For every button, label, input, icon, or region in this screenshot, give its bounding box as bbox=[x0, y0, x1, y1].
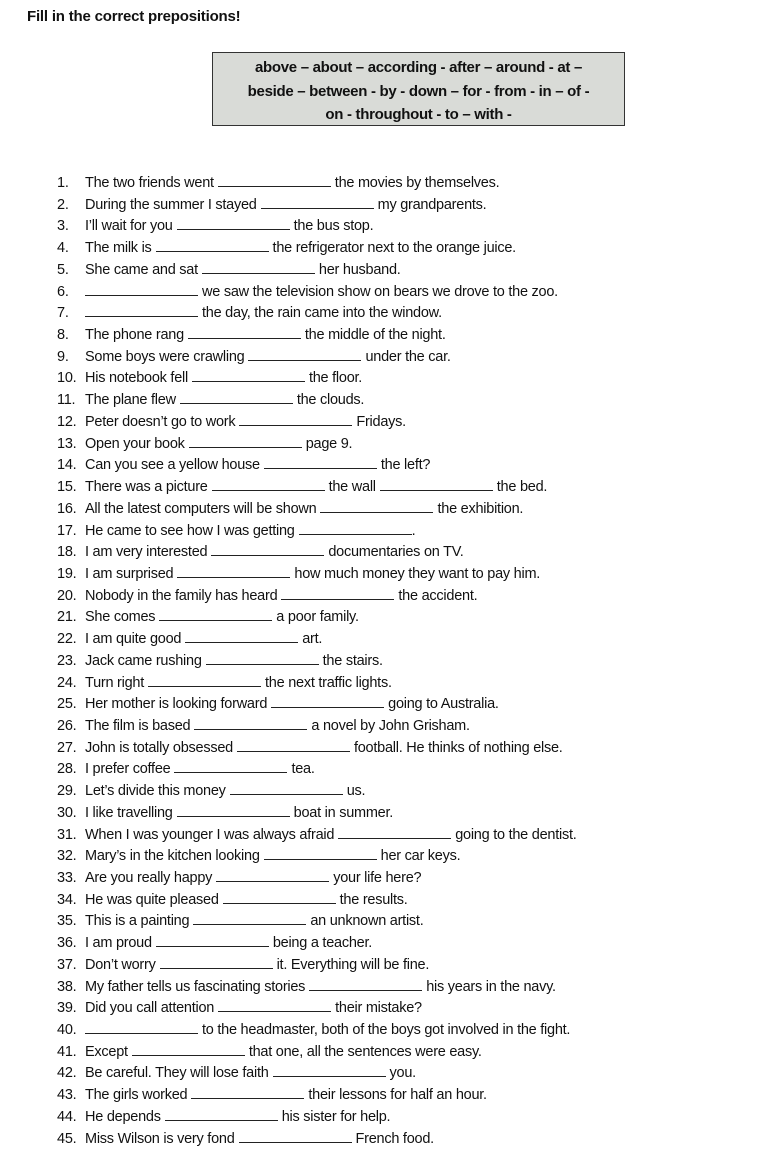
sentence-fragment: He depends bbox=[85, 1108, 161, 1125]
item-number: 10. bbox=[57, 370, 77, 387]
word-box bbox=[212, 52, 625, 126]
answer-blank[interactable] bbox=[261, 195, 374, 209]
answer-blank[interactable] bbox=[165, 1107, 278, 1121]
answer-blank[interactable] bbox=[237, 738, 350, 752]
item-text bbox=[85, 890, 408, 912]
item-number: 24. bbox=[57, 674, 77, 691]
item-text bbox=[85, 477, 547, 499]
sentence-fragment: the refrigerator next to the orange juice. bbox=[272, 240, 516, 257]
answer-blank[interactable] bbox=[85, 1020, 198, 1034]
sentence-fragment: under the car. bbox=[365, 348, 451, 365]
item-number: 27. bbox=[57, 739, 77, 756]
item-text bbox=[85, 825, 577, 847]
answer-blank[interactable] bbox=[185, 629, 298, 643]
answer-blank[interactable] bbox=[191, 1085, 304, 1099]
item-number: 28. bbox=[57, 761, 77, 778]
sentence-fragment: The milk is bbox=[85, 240, 152, 257]
answer-blank[interactable] bbox=[380, 477, 493, 491]
answer-blank[interactable] bbox=[156, 238, 269, 252]
item-text bbox=[85, 282, 558, 304]
item-number: 40. bbox=[57, 1022, 77, 1039]
item-number: 4. bbox=[57, 240, 69, 257]
answer-blank[interactable] bbox=[216, 868, 329, 882]
item-number: 26. bbox=[57, 717, 77, 734]
answer-blank[interactable] bbox=[299, 521, 412, 535]
answer-blank[interactable] bbox=[206, 651, 319, 665]
answer-blank[interactable] bbox=[211, 542, 324, 556]
answer-blank[interactable] bbox=[223, 890, 336, 904]
sentence-fragment: we saw the television show on bears we drove to the zoo. bbox=[202, 283, 558, 300]
item-text bbox=[85, 977, 556, 999]
sentence-fragment: their lessons for half an hour. bbox=[308, 1087, 487, 1104]
item-text bbox=[85, 1063, 416, 1085]
sentence-fragment: Fridays. bbox=[356, 413, 406, 430]
item-number: 1. bbox=[57, 175, 69, 191]
sentence-fragment: He came to see how I was getting bbox=[85, 522, 295, 539]
item-text bbox=[85, 716, 470, 738]
item-text bbox=[85, 846, 460, 868]
sentence-fragment: a novel by John Grisham. bbox=[311, 717, 470, 734]
sentence-fragment: Be careful. They will lose faith bbox=[85, 1065, 269, 1082]
item-text bbox=[85, 629, 322, 651]
sentence-fragment: John is totally obsessed bbox=[85, 739, 233, 756]
item-text bbox=[85, 781, 365, 803]
item-text bbox=[85, 868, 421, 890]
item-number: 32. bbox=[57, 848, 77, 865]
answer-blank[interactable] bbox=[239, 1129, 352, 1143]
item-number: 36. bbox=[57, 935, 77, 952]
answer-blank[interactable] bbox=[218, 173, 331, 187]
worksheet-title: Fill in the correct prepositions! bbox=[27, 8, 241, 25]
word-box-line: above – about – according - after – around - at – bbox=[254, 59, 583, 76]
answer-blank[interactable] bbox=[309, 977, 422, 991]
sentence-fragment: Miss Wilson is very fond bbox=[85, 1130, 235, 1147]
item-text bbox=[85, 216, 373, 238]
sentence-fragment: her husband. bbox=[318, 261, 401, 278]
item-number: 14. bbox=[57, 457, 77, 474]
item-number: 29. bbox=[57, 783, 77, 800]
item-text bbox=[85, 933, 372, 955]
item-number: 12. bbox=[57, 413, 77, 430]
sentence-fragment: their mistake? bbox=[335, 1000, 422, 1017]
item-text bbox=[85, 607, 359, 629]
sentence-fragment: the next traffic lights. bbox=[265, 674, 392, 691]
sentence-fragment: the results. bbox=[339, 891, 408, 908]
item-text bbox=[85, 412, 406, 434]
item-number: 15. bbox=[57, 479, 77, 496]
item-number: 16. bbox=[57, 500, 77, 517]
item-number: 33. bbox=[57, 870, 77, 886]
item-number: 8. bbox=[57, 327, 69, 344]
item-text bbox=[85, 738, 563, 760]
sentence-fragment: Nobody in the family has heard bbox=[85, 587, 278, 604]
answer-blank[interactable] bbox=[239, 412, 352, 426]
item-number: 35. bbox=[57, 913, 77, 930]
item-number: 42. bbox=[57, 1065, 77, 1082]
sentence-fragment: the clouds. bbox=[296, 392, 365, 409]
answer-blank[interactable] bbox=[160, 955, 273, 969]
item-text bbox=[85, 803, 393, 825]
answer-blank[interactable] bbox=[174, 759, 287, 773]
item-number: 6. bbox=[57, 283, 69, 300]
item-text bbox=[85, 303, 442, 325]
answer-blank[interactable] bbox=[177, 216, 290, 230]
item-number: 44. bbox=[57, 1108, 77, 1125]
item-text bbox=[85, 542, 464, 564]
word-box-line: on - throughout - to – with - bbox=[325, 106, 512, 123]
item-text bbox=[85, 455, 430, 477]
item-number: 31. bbox=[57, 826, 77, 843]
sentence-fragment: documentaries on TV. bbox=[328, 544, 464, 561]
answer-blank[interactable] bbox=[177, 564, 290, 578]
sentence-fragment: the movies by themselves. bbox=[334, 175, 500, 191]
item-number: 5. bbox=[57, 261, 69, 278]
word-box-line: beside – between - by - down – for - from - in – of - bbox=[247, 82, 590, 100]
item-text bbox=[85, 260, 401, 282]
sentence-fragment: The girls worked bbox=[85, 1087, 188, 1104]
sentence-fragment: When I was younger I was always afraid bbox=[85, 826, 335, 843]
item-text bbox=[85, 390, 364, 412]
item-text bbox=[85, 564, 540, 586]
sentence-fragment: The plane flew bbox=[85, 392, 176, 409]
sentence-fragment: going to Australia. bbox=[388, 696, 499, 713]
item-number: 17. bbox=[57, 522, 77, 539]
answer-blank[interactable] bbox=[156, 933, 269, 947]
item-text bbox=[85, 195, 486, 217]
sentence-fragment: His notebook fell bbox=[85, 370, 188, 387]
answer-blank[interactable] bbox=[230, 781, 343, 795]
sentence-fragment: the left? bbox=[380, 457, 431, 474]
sentence-fragment: I am quite good bbox=[85, 631, 182, 648]
sentence-fragment: All the latest computers will be shown bbox=[85, 500, 317, 517]
item-number: 39. bbox=[57, 1000, 77, 1017]
item-number: 21. bbox=[57, 609, 77, 626]
sentence-fragment: I like travelling bbox=[85, 804, 173, 821]
sentence-fragment: Did you call attention bbox=[85, 1000, 215, 1017]
answer-blank[interactable] bbox=[264, 846, 377, 860]
item-text bbox=[85, 1042, 482, 1064]
item-text bbox=[85, 759, 315, 781]
sentence-fragment: Some boys were crawling bbox=[85, 348, 245, 365]
sentence-fragment: I am proud bbox=[85, 935, 152, 952]
sentence-fragment: Are you really happy bbox=[85, 870, 213, 886]
sentence-fragment: us. bbox=[346, 783, 366, 800]
item-text bbox=[85, 1129, 434, 1151]
item-text bbox=[85, 1107, 390, 1129]
sentence-fragment: the accident. bbox=[398, 587, 478, 604]
item-text bbox=[85, 998, 422, 1020]
sentence-fragment: her car keys. bbox=[380, 848, 461, 865]
item-number: 3. bbox=[57, 218, 69, 235]
sentence-fragment: There was a picture bbox=[85, 479, 208, 496]
sentence-fragment: Jack came rushing bbox=[85, 652, 202, 669]
sentence-fragment: art. bbox=[302, 631, 323, 648]
sentence-fragment: how much money they want to pay him. bbox=[294, 565, 541, 582]
sentence-fragment: the exhibition. bbox=[437, 500, 524, 517]
sentence-fragment: page 9. bbox=[305, 435, 353, 452]
answer-blank[interactable] bbox=[132, 1042, 245, 1056]
sentence-fragment: The phone rang bbox=[85, 327, 184, 344]
sentence-fragment: Can you see a yellow house bbox=[85, 457, 260, 474]
item-number: 25. bbox=[57, 696, 77, 713]
item-text bbox=[85, 173, 499, 195]
sentence-fragment: being a teacher. bbox=[272, 935, 373, 952]
sentence-fragment: you. bbox=[389, 1065, 416, 1082]
sentence-fragment: the bus stop. bbox=[293, 218, 374, 235]
item-text bbox=[85, 694, 499, 716]
item-number: 9. bbox=[57, 348, 69, 365]
answer-blank[interactable] bbox=[192, 368, 305, 382]
sentence-fragment: Open your book bbox=[85, 435, 185, 452]
answer-blank[interactable] bbox=[273, 1063, 386, 1077]
item-number: 20. bbox=[57, 587, 77, 604]
item-text bbox=[85, 1085, 487, 1107]
sentence-fragment: his sister for help. bbox=[281, 1108, 391, 1125]
item-number: 41. bbox=[57, 1043, 77, 1060]
sentence-fragment: Don’t worry bbox=[85, 956, 156, 973]
item-number: 22. bbox=[57, 631, 77, 648]
sentence-fragment: Let’s divide this money bbox=[85, 783, 226, 800]
sentence-fragment: the bed. bbox=[496, 479, 548, 496]
sentence-fragment: the day, the rain came into the window. bbox=[202, 305, 442, 322]
sentence-fragment: Her mother is looking forward bbox=[85, 696, 268, 713]
item-number: 11. bbox=[57, 392, 76, 409]
item-number: 19. bbox=[57, 565, 77, 582]
item-text bbox=[85, 955, 429, 977]
answer-blank[interactable] bbox=[281, 586, 394, 600]
sentence-fragment: going to the dentist. bbox=[455, 826, 577, 843]
answer-blank[interactable] bbox=[271, 694, 384, 708]
answer-blank[interactable] bbox=[320, 499, 433, 513]
answer-blank[interactable] bbox=[85, 282, 198, 296]
answer-blank[interactable] bbox=[180, 390, 293, 404]
answer-blank[interactable] bbox=[188, 325, 301, 339]
item-number: 37. bbox=[57, 956, 77, 973]
sentence-fragment: The film is based bbox=[85, 717, 191, 734]
item-number: 38. bbox=[57, 978, 77, 995]
item-text bbox=[85, 325, 446, 347]
sentence-fragment: French food. bbox=[355, 1130, 434, 1147]
item-number: 18. bbox=[57, 544, 77, 561]
sentence-fragment: boat in summer. bbox=[293, 804, 394, 821]
sentence-fragment: to the headmaster, both of the boys got involved in the fight. bbox=[202, 1022, 571, 1039]
sentence-fragment: I am very interested bbox=[85, 544, 208, 561]
answer-blank[interactable] bbox=[218, 998, 331, 1012]
sentence-fragment: She comes bbox=[85, 609, 156, 626]
sentence-fragment: This is a painting bbox=[85, 913, 190, 930]
item-text bbox=[85, 368, 362, 390]
answer-blank[interactable] bbox=[189, 434, 302, 448]
item-text bbox=[85, 434, 352, 456]
sentence-fragment: your life here? bbox=[333, 870, 422, 886]
sentence-fragment: his years in the navy. bbox=[426, 978, 556, 995]
answer-blank[interactable] bbox=[212, 477, 325, 491]
sentence-fragment: the floor. bbox=[308, 370, 363, 387]
sentence-fragment: the stairs. bbox=[322, 652, 383, 669]
answer-blank[interactable] bbox=[202, 260, 315, 274]
item-number: 43. bbox=[57, 1087, 77, 1104]
item-text bbox=[85, 1020, 570, 1042]
sentence-fragment: that one, all the sentences were easy. bbox=[248, 1043, 482, 1060]
answer-blank[interactable] bbox=[159, 607, 272, 621]
sentence-fragment: my grandparents. bbox=[377, 196, 487, 213]
answer-blank[interactable] bbox=[148, 673, 261, 687]
item-text bbox=[85, 586, 477, 608]
item-number: 23. bbox=[57, 652, 77, 669]
sentence-fragment: During the summer I stayed bbox=[85, 196, 257, 213]
item-number: 7. bbox=[57, 305, 69, 322]
item-text bbox=[85, 521, 415, 543]
sentence-fragment: the wall bbox=[328, 479, 376, 496]
item-text bbox=[85, 673, 392, 695]
item-text bbox=[85, 911, 424, 933]
item-number: 34. bbox=[57, 891, 77, 908]
sentence-fragment: a poor family. bbox=[276, 609, 359, 626]
sentence-fragment: Mary’s in the kitchen looking bbox=[85, 848, 260, 865]
item-number: 2. bbox=[57, 196, 69, 213]
item-text bbox=[85, 499, 523, 521]
answer-blank[interactable] bbox=[248, 347, 361, 361]
item-number: 45. bbox=[57, 1130, 77, 1147]
sentence-fragment: Except bbox=[85, 1043, 128, 1060]
sentence-fragment: Peter doesn’t go to work bbox=[85, 413, 236, 430]
sentence-fragment: The two friends went bbox=[85, 175, 214, 191]
item-text bbox=[85, 651, 383, 673]
item-text bbox=[85, 238, 516, 260]
sentence-fragment: Turn right bbox=[85, 674, 145, 691]
answer-blank[interactable] bbox=[194, 716, 307, 730]
sentence-fragment: an unknown artist. bbox=[310, 913, 424, 930]
sentence-fragment: it. Everything will be fine. bbox=[276, 956, 430, 973]
item-number: 13. bbox=[57, 435, 77, 452]
answer-blank[interactable] bbox=[85, 303, 198, 317]
sentence-fragment: tea. bbox=[291, 761, 315, 778]
item-text bbox=[85, 347, 451, 369]
answer-blank[interactable] bbox=[264, 455, 377, 469]
sentence-fragment: He was quite pleased bbox=[85, 891, 219, 908]
sentence-fragment: My father tells us fascinating stories bbox=[85, 978, 306, 995]
sentence-fragment: I am surprised bbox=[85, 565, 174, 582]
sentence-fragment: . bbox=[411, 522, 416, 539]
answer-blank[interactable] bbox=[338, 825, 451, 839]
sentence-fragment: the middle of the night. bbox=[304, 327, 446, 344]
sentence-fragment: She came and sat bbox=[85, 261, 198, 278]
sentence-fragment: I’ll wait for you bbox=[85, 218, 173, 235]
answer-blank[interactable] bbox=[193, 911, 306, 925]
sentence-fragment: football. He thinks of nothing else. bbox=[353, 739, 563, 756]
answer-blank[interactable] bbox=[177, 803, 290, 817]
sentence-fragment: I prefer coffee bbox=[85, 761, 171, 778]
item-number: 30. bbox=[57, 804, 77, 821]
